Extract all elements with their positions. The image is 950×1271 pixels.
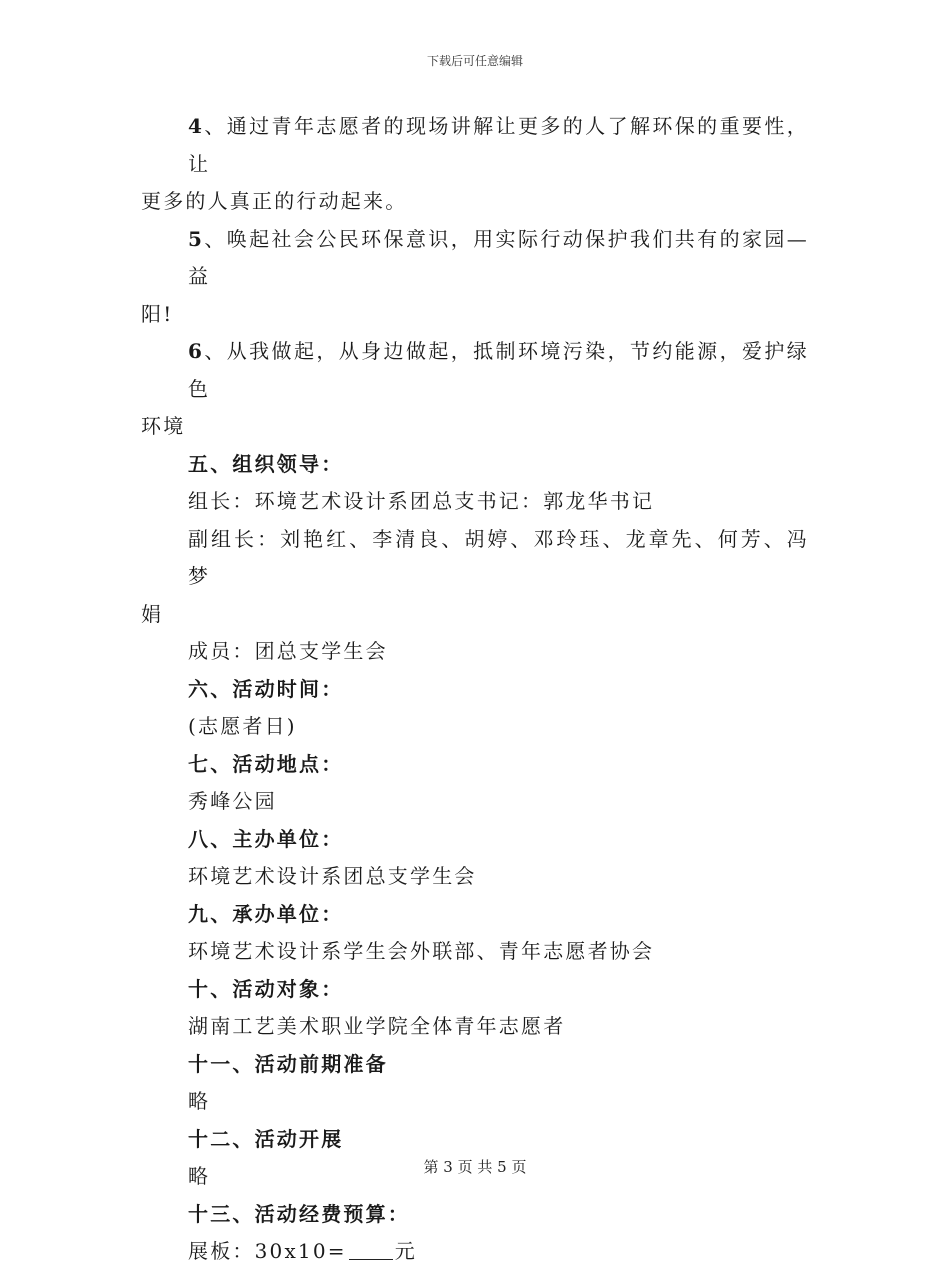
item-6-text: 、从我做起，从身边做起，抵制环境污染，节约能源，爱护绿色	[188, 339, 809, 401]
budget-blank	[349, 1239, 393, 1260]
section-7-body: 秀峰公园	[188, 789, 277, 813]
section-9-body: 环境艺术设计系学生会外联部、青年志愿者协会	[188, 939, 655, 963]
item-5-text: 、唤起社会公民环保意识，用实际行动保护我们共有的家园—益	[188, 226, 809, 288]
section-5-members: 成员：团总支学生会	[188, 639, 388, 663]
section-11-heading: 十一、活动前期准备	[188, 1051, 388, 1076]
section-5-vice-line-1: 副组长：刘艳红、李清良、胡婷、邓玲珏、龙章先、何芳、冯梦	[188, 526, 809, 588]
item-5-line-1	[141, 221, 809, 296]
section-11-body: 略	[188, 1089, 211, 1113]
page-header: 下载后可任意编辑	[426, 54, 523, 68]
section-9-heading: 九、承办单位：	[188, 901, 344, 926]
section-5-heading: 五、组织领导：	[188, 451, 344, 476]
item-4-line-1	[141, 108, 809, 183]
item-5-number: 5	[188, 226, 205, 251]
section-12-body: 略	[188, 1164, 211, 1188]
section-12-heading: 十二、活动开展	[188, 1126, 344, 1151]
section-6-heading: 六、活动时间：	[188, 676, 344, 701]
section-5-leader: 组长：环境艺术设计系团总支书记：郭龙华书记	[188, 489, 655, 513]
section-10-body: 湖南工艺美术职业学院全体青年志愿者	[188, 1014, 566, 1038]
item-6-line-2: 环境	[141, 414, 186, 438]
item-4-text: 、通过青年志愿者的现场讲解让更多的人了解环保的重要性，让	[188, 114, 809, 176]
item-4-line-2: 更多的人真正的行动起来。	[141, 189, 408, 213]
item-4-number: 4	[188, 114, 205, 138]
document-body	[141, 108, 809, 1271]
budget-item-label: 展板：30x10=	[188, 1239, 347, 1263]
section-13-body	[141, 1233, 809, 1271]
section-8-heading: 八、主办单位：	[188, 826, 344, 851]
page-footer: 第 3 页 共 5 页	[423, 1158, 527, 1176]
item-6-line-1	[141, 333, 809, 408]
section-5-vice-line-2: 娟	[141, 601, 164, 626]
item-6-number: 6	[188, 339, 205, 363]
section-6-body: (志愿者日)	[188, 714, 297, 738]
section-7-heading: 七、活动地点：	[188, 751, 344, 776]
item-5-line-2: 阳!	[141, 301, 174, 326]
budget-unit: 元	[394, 1239, 417, 1263]
section-8-body: 环境艺术设计系团总支学生会	[188, 864, 477, 888]
section-13-heading: 十三、活动经费预算：	[188, 1201, 410, 1226]
section-10-heading: 十、活动对象：	[188, 976, 344, 1001]
